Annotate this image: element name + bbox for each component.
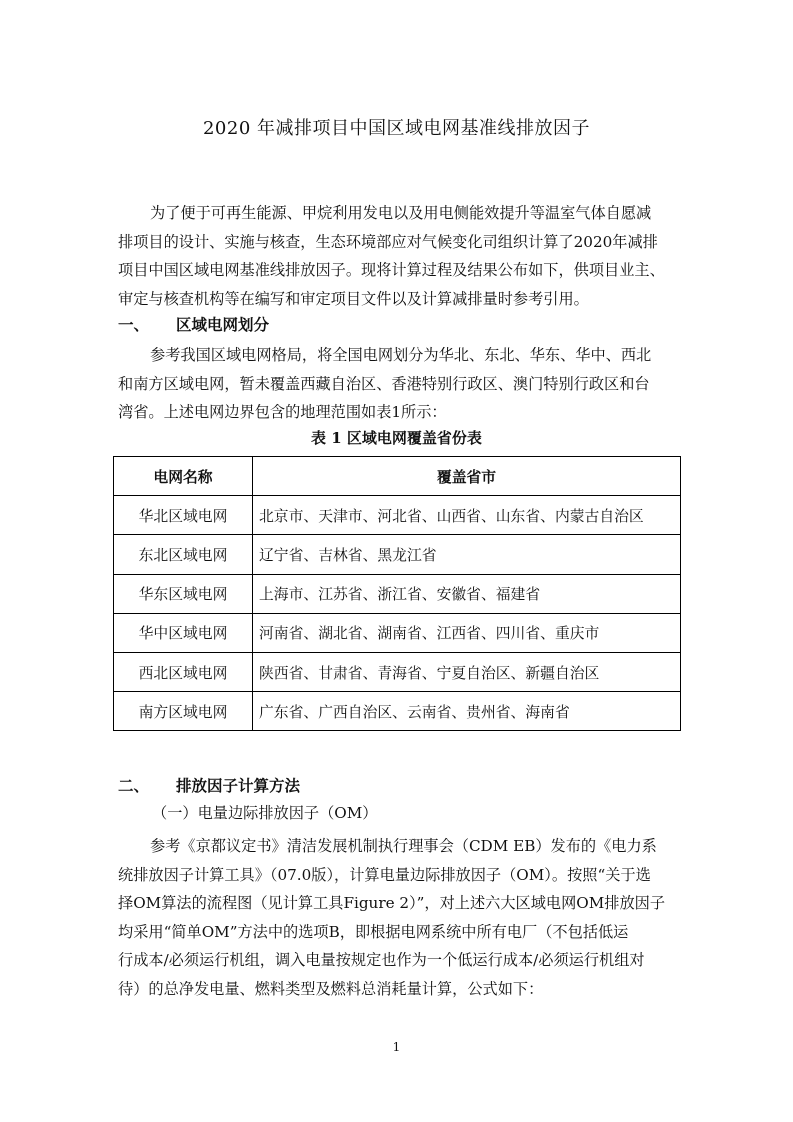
coverage-cell: 河南省、湖北省、湖南省、江西省、四川省、重庆市 [253, 613, 681, 652]
section1-line: 参考我国区域电网格局，将全国电网划分为华北、东北、华东、华中、西北 [150, 346, 652, 364]
table-row [114, 535, 681, 574]
coverage-cell: 辽宁省、吉林省、黑龙江省 [253, 535, 681, 574]
grid-name-cell: 华东区域电网 [114, 574, 253, 613]
grid-coverage-table [113, 456, 681, 731]
coverage-cell: 北京市、天津市、河北省、山西省、山东省、内蒙古自治区 [253, 496, 681, 535]
section1-title: 区域电网划分 [176, 315, 270, 334]
header-coverage: 覆盖省市 [253, 457, 681, 496]
section2-line: 参考《京都议定书》清洁发展机制执行理事会（CDM EB）发布的《电力系 [150, 837, 657, 855]
coverage-cell: 陕西省、甘肃省、青海省、宁夏自治区、新疆自治区 [253, 652, 681, 691]
table-row [114, 496, 681, 535]
section2-subheading: （一）电量边际排放因子（OM） [152, 804, 378, 822]
table-header-row [114, 457, 681, 496]
section1-line: 和南方区域电网，暂未覆盖西藏自治区、香港特别行政区、澳门特别行政区和台 [118, 374, 650, 393]
table-row [114, 652, 681, 691]
intro-line: 排项目的设计、实施与核查，生态环境部应对气候变化司组织计算了2020年减排 [118, 232, 658, 251]
table-row [114, 692, 681, 731]
section1-paragraph [118, 341, 683, 427]
section2-heading [118, 774, 300, 796]
page-number: 1 [392, 1040, 401, 1054]
header-grid-name: 电网名称 [114, 457, 253, 496]
section2-line: 择OM算法的流程图（见计算工具Figure 2）”，对上述六大区域电网OM排放因子 [118, 894, 666, 913]
grid-name-cell: 华北区域电网 [114, 496, 253, 535]
section2-number: 二、 [118, 776, 150, 795]
grid-name-cell: 东北区域电网 [114, 535, 253, 574]
grid-name-cell: 西北区域电网 [114, 652, 253, 691]
section1-line: 湾省。上述电网边界包含的地理范围如表1所示： [118, 403, 447, 422]
section1-heading [118, 313, 269, 335]
section2-line: 行成本/必须运行机组，调入电量按规定也作为一个低运行成本/必须运行机组对 [118, 951, 645, 970]
intro-line: 项目中国区域电网基准线排放因子。现将计算过程及结果公布如下，供项目业主、 [118, 261, 665, 280]
section2-line: 均采用“简单OM”方法中的选项B，即根据电网系统中所有电厂（不包括低运 [118, 922, 629, 941]
table-caption: 表 1 区域电网覆盖省份表 [311, 429, 482, 447]
coverage-cell: 上海市、江苏省、浙江省、安徽省、福建省 [253, 574, 681, 613]
section2-paragraph [118, 832, 683, 1004]
intro-line: 为了便于可再生能源、甲烷利用发电以及用电侧能效提升等温室气体自愿减 [150, 204, 652, 222]
section1-number: 一、 [118, 315, 150, 334]
coverage-cell: 广东省、广西自治区、云南省、贵州省、海南省 [253, 692, 681, 731]
intro-line: 审定与核查机构等在编写和审定项目文件以及计算减排量时参考引用。 [118, 289, 589, 308]
section2-line: 待）的总净发电量、燃料类型及燃料总消耗量计算，公式如下： [118, 979, 544, 998]
grid-name-cell: 华中区域电网 [114, 613, 253, 652]
section2-title: 排放因子计算方法 [176, 776, 301, 795]
section2-line: 统排放因子计算工具》（07.0版），计算电量边际排放因子（OM）。按照“关于选 [118, 865, 651, 884]
table-row [114, 574, 681, 613]
table-row [114, 613, 681, 652]
intro-paragraph [118, 199, 683, 313]
grid-name-cell: 南方区域电网 [114, 692, 253, 731]
document-title: 2020 年减排项目中国区域电网基准线排放因子 [202, 118, 591, 139]
